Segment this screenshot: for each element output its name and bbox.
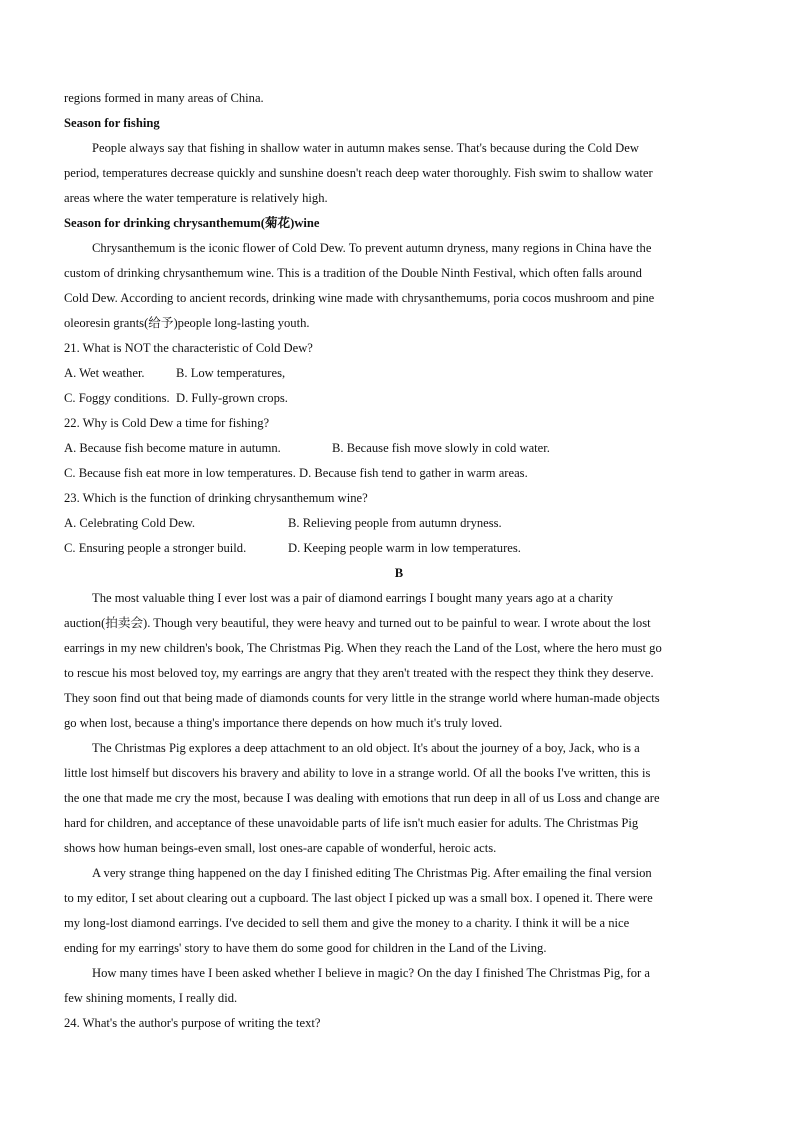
question-22-stem: 22. Why is Cold Dew a time for fishing? (64, 416, 270, 430)
fishing-line: areas where the water temperature is relatively high. (64, 191, 328, 205)
question-22-option-c: C. Because fish eat more in low temperatures. (64, 466, 296, 480)
passage-b-p3-line: my long-lost diamond earrings. I've decided to sell them and give the money to a charity. I think it will be a nice (64, 916, 630, 930)
fishing-line: period, temperatures decrease quickly and sunshine doesn't reach deep water thoroughly. Fish swim to shallow water (64, 166, 653, 180)
question-22-options-row (64, 461, 734, 486)
question-22-options-row (64, 436, 734, 461)
question-21-option-b: B. Low temperatures, (176, 366, 286, 380)
question-22-option-d: D. Because fish tend to gather in warm areas. (299, 466, 528, 480)
passage-b-p3-line: A very strange thing happened on the day I finished editing The Christmas Pig. After emailing the final version (92, 866, 652, 880)
question-21-option-c: C. Foggy conditions. (64, 391, 170, 405)
passage-b-p4-line: How many times have I been asked whether I believe in magic? On the day I finished The Christmas Pig, for a (92, 966, 650, 980)
chrysanthemum-line: Cold Dew. According to ancient records, drinking wine made with chrysanthemums, poria cocos mushroom and pine (64, 291, 655, 305)
question-24-stem: 24. What's the author's purpose of writing the text? (64, 1016, 321, 1030)
question-23-option-c: C. Ensuring people a stronger build. (64, 541, 247, 555)
chrysanthemum-line: oleoresin grants(给予)people long-lasting youth. (64, 316, 310, 330)
question-23-option-d: D. Keeping people warm in low temperatures. (288, 541, 521, 555)
passage-b-p1-line: earrings in my new children's book, The Christmas Pig. When they reach the Land of the Lost, where the hero must go (64, 641, 662, 655)
passage-a-intro-tail: regions formed in many areas of China. (64, 91, 264, 105)
fishing-line: People always say that fishing in shallow water in autumn makes sense. That's because during the Cold Dew (92, 141, 639, 155)
passage-b-heading: B (394, 566, 404, 580)
passage-b-p4-line: few shining moments, I really did. (64, 991, 238, 1005)
passage-b-p1-line: The most valuable thing I ever lost was a pair of diamond earrings I bought many years ago at a charity (92, 591, 614, 605)
question-23-option-a: A. Celebrating Cold Dew. (64, 516, 196, 530)
question-22-option-a: A. Because fish become mature in autumn. (64, 441, 281, 455)
passage-b-p1-line: They soon find out that being made of diamonds counts for very little in the strange world where human-made objects (64, 691, 660, 705)
passage-b-p1-line: auction(拍卖会). Though very beautiful, they were heavy and turned out to be painful to wear. I wrote about the lost (64, 616, 651, 630)
chrysanthemum-line: Chrysanthemum is the iconic flower of Cold Dew. To prevent autumn dryness, many regions in China have the (92, 241, 652, 255)
passage-b-p2-line: hard for children, and acceptance of these unavoidable parts of life isn't much easier for adults. The Christmas Pig (64, 816, 639, 830)
question-22-option-b: B. Because fish move slowly in cold water. (332, 441, 550, 455)
document-page (64, 86, 734, 1036)
passage-b-p2-line: The Christmas Pig explores a deep attachment to an old object. It's about the journey of a boy, Jack, who is a (92, 741, 640, 755)
chrysanthemum-line: custom of drinking chrysanthemum wine. This is a tradition of the Double Ninth Festival, which often falls around (64, 266, 642, 280)
fishing-heading: Season for fishing (64, 116, 160, 130)
passage-b-p3-line: ending for my earrings' story to have them do some good for children in the Land of the Living. (64, 941, 547, 955)
question-21-options-row (64, 361, 734, 386)
question-23-options-row (64, 536, 734, 561)
passage-b-p2-line: shows how human beings-even small, lost ones-are capable of wonderful, heroic acts. (64, 841, 497, 855)
question-23-option-b: B. Relieving people from autumn dryness. (288, 516, 502, 530)
question-21-option-a: A. Wet weather. (64, 366, 145, 380)
passage-b-p3-line: to my editor, I set about clearing out a cupboard. The last object I picked up was a small box. I opened it. There were (64, 891, 653, 905)
question-21-stem: 21. What is NOT the characteristic of Cold Dew? (64, 341, 313, 355)
question-21-options-row (64, 386, 734, 411)
passage-b-p1-line: to rescue his most beloved toy, my earrings are angry that they aren't treated with the respect they think they deserve. (64, 666, 654, 680)
question-23-stem: 23. Which is the function of drinking chrysanthemum wine? (64, 491, 368, 505)
passage-b-p1-line: go when lost, because a thing's importance there depends on how much it's truly loved. (64, 716, 503, 730)
passage-b-p2-line: little lost himself but discovers his bravery and ability to love in a strange world. Of all the books I've written, this is (64, 766, 651, 780)
question-21-option-d: D. Fully-grown crops. (176, 391, 288, 405)
passage-b-p2-line: the one that made me cry the most, because I was dealing with emotions that run deep in all of us Loss and change are (64, 791, 660, 805)
question-23-options-row (64, 511, 734, 536)
chrysanthemum-heading: Season for drinking chrysanthemum(菊花)wine (64, 216, 320, 230)
